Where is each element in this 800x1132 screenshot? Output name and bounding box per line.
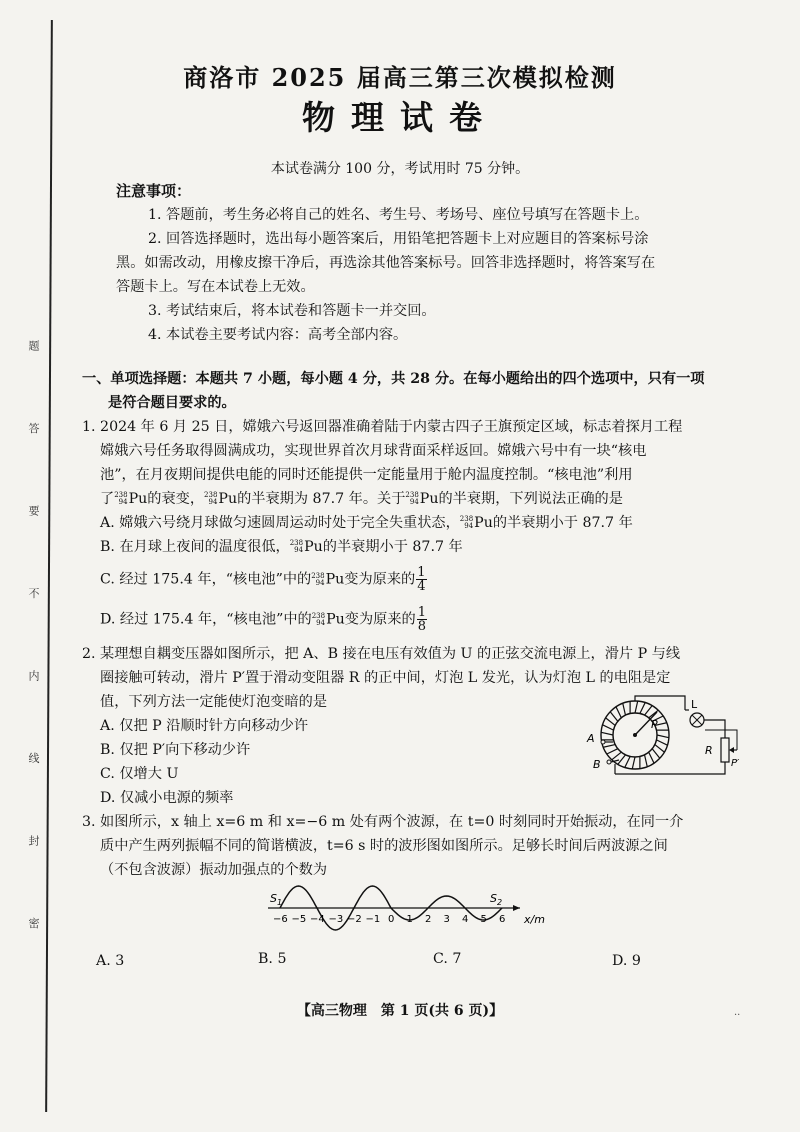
tick-label: −2 [347,914,362,925]
q3-option-c: C. 7 [433,951,462,967]
label-r: R [705,744,713,757]
note-2-line1: 2. 回答选择题时，选出每小题答案后，用铅笔把答题卡上对应题目的答案标号涂 [148,231,649,247]
fraction: $\frac{1}{8}$ [417,605,427,634]
label-b: B [593,758,601,771]
coil-turn [603,745,615,748]
tick-label: 4 [462,914,469,925]
q1-line4: 了 238 94 Pu的衰变， 238 94 Pu的半衰期为 87.7 年。关于 238 94 Pu的半衰期，下列说法正确的是 [100,491,623,507]
q2-line3: 值，下列方法一定能使灯泡变暗的是 [100,694,328,710]
q2-option-c: C. 仅增大 U [100,766,179,782]
tick-label: −6 [273,914,288,925]
isotope-notation: 238 94 [311,571,325,587]
coil-turn [632,757,635,769]
coil-turn [616,707,621,718]
source-s1-label: $S_1$ [270,892,283,907]
label-a: A [587,732,595,745]
label-l: L [691,698,698,711]
q1-option-b: B. 在月球上夜间的温度很低， 238 94 Pu的半衰期小于 87.7 年 [100,539,463,555]
coil-turn [656,740,667,745]
section-heading-cont: 是符合题目要求的。 [108,395,236,411]
fraction: $\frac{1}{4}$ [417,565,426,594]
binding-line [45,20,53,1112]
label-p: P [651,718,658,731]
q1-line3: 池”，在月夜期间提供电能的同时还能提供一定能量用于舱内温度控制。“核电池”利用 [100,467,633,483]
isotope-notation: 238 94 [311,611,326,627]
q2-line1: 2. 某理想自耦变压器如图所示，把 A、B 接在电压有效值为 U 的正弦交流电源上，滑片 P 与线 [82,646,681,662]
tick-label: −5 [291,914,307,925]
transformer-circuit-diagram [585,690,745,790]
notes-title: 注意事项： [116,182,192,200]
note-2-line2: 黑。如需改动，用橡皮擦干净后，再选涂其他答案标号。回答非选择题时，将答案写在 [116,255,656,271]
tick-label: 3 [443,914,450,925]
coil-turn [649,752,654,763]
label-p-prime: P′ [731,758,740,769]
q1-line2: 嫦娥六号任务取得圆满成功，实现世界首次月球背面采样返回。嫦娥六号中有一块“核电 [100,443,647,459]
coil-turn [652,749,660,759]
section-heading: 一、单项选择题：本题共 7 小题，每小题 4 分，共 28 分。在每小题给出的四个选项中，只有一项 [82,371,705,387]
q3-line2: 质中产生两列振幅不同的简谐横波，t=6 s 时的波形图如图所示。足够长时间后两波源之间 [100,838,668,854]
coil-turn [612,752,622,760]
q1-line1: 1. 2024 年 6 月 25 日，嫦娥六号返回器准确着陆于内蒙古四子王旗预定区域，标志着探月工程 [82,419,683,435]
coil-turn [635,701,638,713]
q3-option-d: D. 9 [612,953,641,969]
corner-mark: ·· [734,1010,741,1021]
source-s2-label: $S_2$ [490,892,503,907]
coil-turn [645,755,648,767]
tick-label: 2 [425,914,432,925]
coil-turn [655,745,665,753]
coil-turn [610,712,618,722]
q1-option-d: D. 经过 175.4 年，“核电池”中的 238 94 Pu变为原来的 $\frac{1}{8}$ [100,605,427,634]
page-footer: 【高三物理 第 1 页(共 6 页)】 [296,1003,504,1019]
exam-meta: 本试卷满分 100 分，考试用时 75 分钟。 [270,161,530,177]
isotope-notation: 238 94 [459,515,474,530]
coil-turn [606,718,616,726]
tick-label: 0 [388,914,395,925]
note-4: 4. 本试卷主要考试内容：高考全部内容。 [148,327,408,343]
q2-option-d: D. 仅减小电源的频率 [100,790,234,806]
q2-option-a: A. 仅把 P 沿顺时针方向移动少许 [100,718,309,734]
q1-option-a: A. 嫦娥六号绕月球做匀速圆周运动时处于完全失重状态， 238 94 Pu的半衰期小于 87.7 年 [100,515,633,531]
coil-turn [623,703,626,715]
coil-turn [618,755,626,765]
coil-turn [607,749,618,754]
coil-turn [603,725,614,730]
isotope-notation: 238 94 [114,491,128,506]
isotope-notation: 238 94 [204,491,218,506]
coil-turn [640,703,645,714]
tick-label: −3 [328,914,344,925]
binding-margin-note: 题 答 要 不 内 线 封 密 [27,340,40,963]
coil-turn [645,706,653,716]
note-3: 3. 考试结束后，将本试卷和答题卡一并交回。 [148,303,436,319]
isotope-notation: 238 94 [405,491,419,506]
q3-line3: （不包含波源）振动加强点的个数为 [100,862,328,878]
axis-label-x: x/m [524,913,545,926]
coil-turn [657,735,669,738]
exam-title: 商洛市 2025 届高三第三次模拟检测 [183,63,617,92]
tick-label: 1 [406,914,413,925]
q2-option-b: B. 仅把 P′向下移动少许 [100,742,251,758]
tick-label: −1 [365,914,381,925]
q3-option-b: B. 5 [258,951,287,967]
note-1: 1. 答题前，考生务必将自己的姓名、考生号、考场号、座位号填写在答题卡上。 [148,207,649,223]
tick-label: −4 [310,914,325,925]
rheostat [721,738,729,762]
note-2-line3: 答题卡上。写在本试卷上无效。 [116,279,315,295]
tick-label: 6 [499,914,506,925]
exam-subject: 物理试卷 [302,98,498,137]
q3-line1: 3. 如图所示，x 轴上 x=6 m 和 x=−6 m 处有两个波源，在 t=0 时刻同时开始振动，在同一介 [82,814,684,830]
q2-line2: 圈接触可转动，滑片 P′置于滑动变阻器 R 的正中间，灯泡 L 发光，认为灯泡 L 的电阻是定 [100,670,671,686]
wave-diagram [258,876,568,948]
q1-option-c: C. 经过 175.4 年，“核电池”中的 238 94 Pu变为原来的 $\frac{1}{4}$ [100,565,426,594]
coil-turn [625,756,630,767]
q3-option-a: A. 3 [96,953,125,969]
tick-label: 5 [480,914,487,925]
isotope-notation: 238 94 [289,539,304,554]
coil-turn [601,732,613,735]
